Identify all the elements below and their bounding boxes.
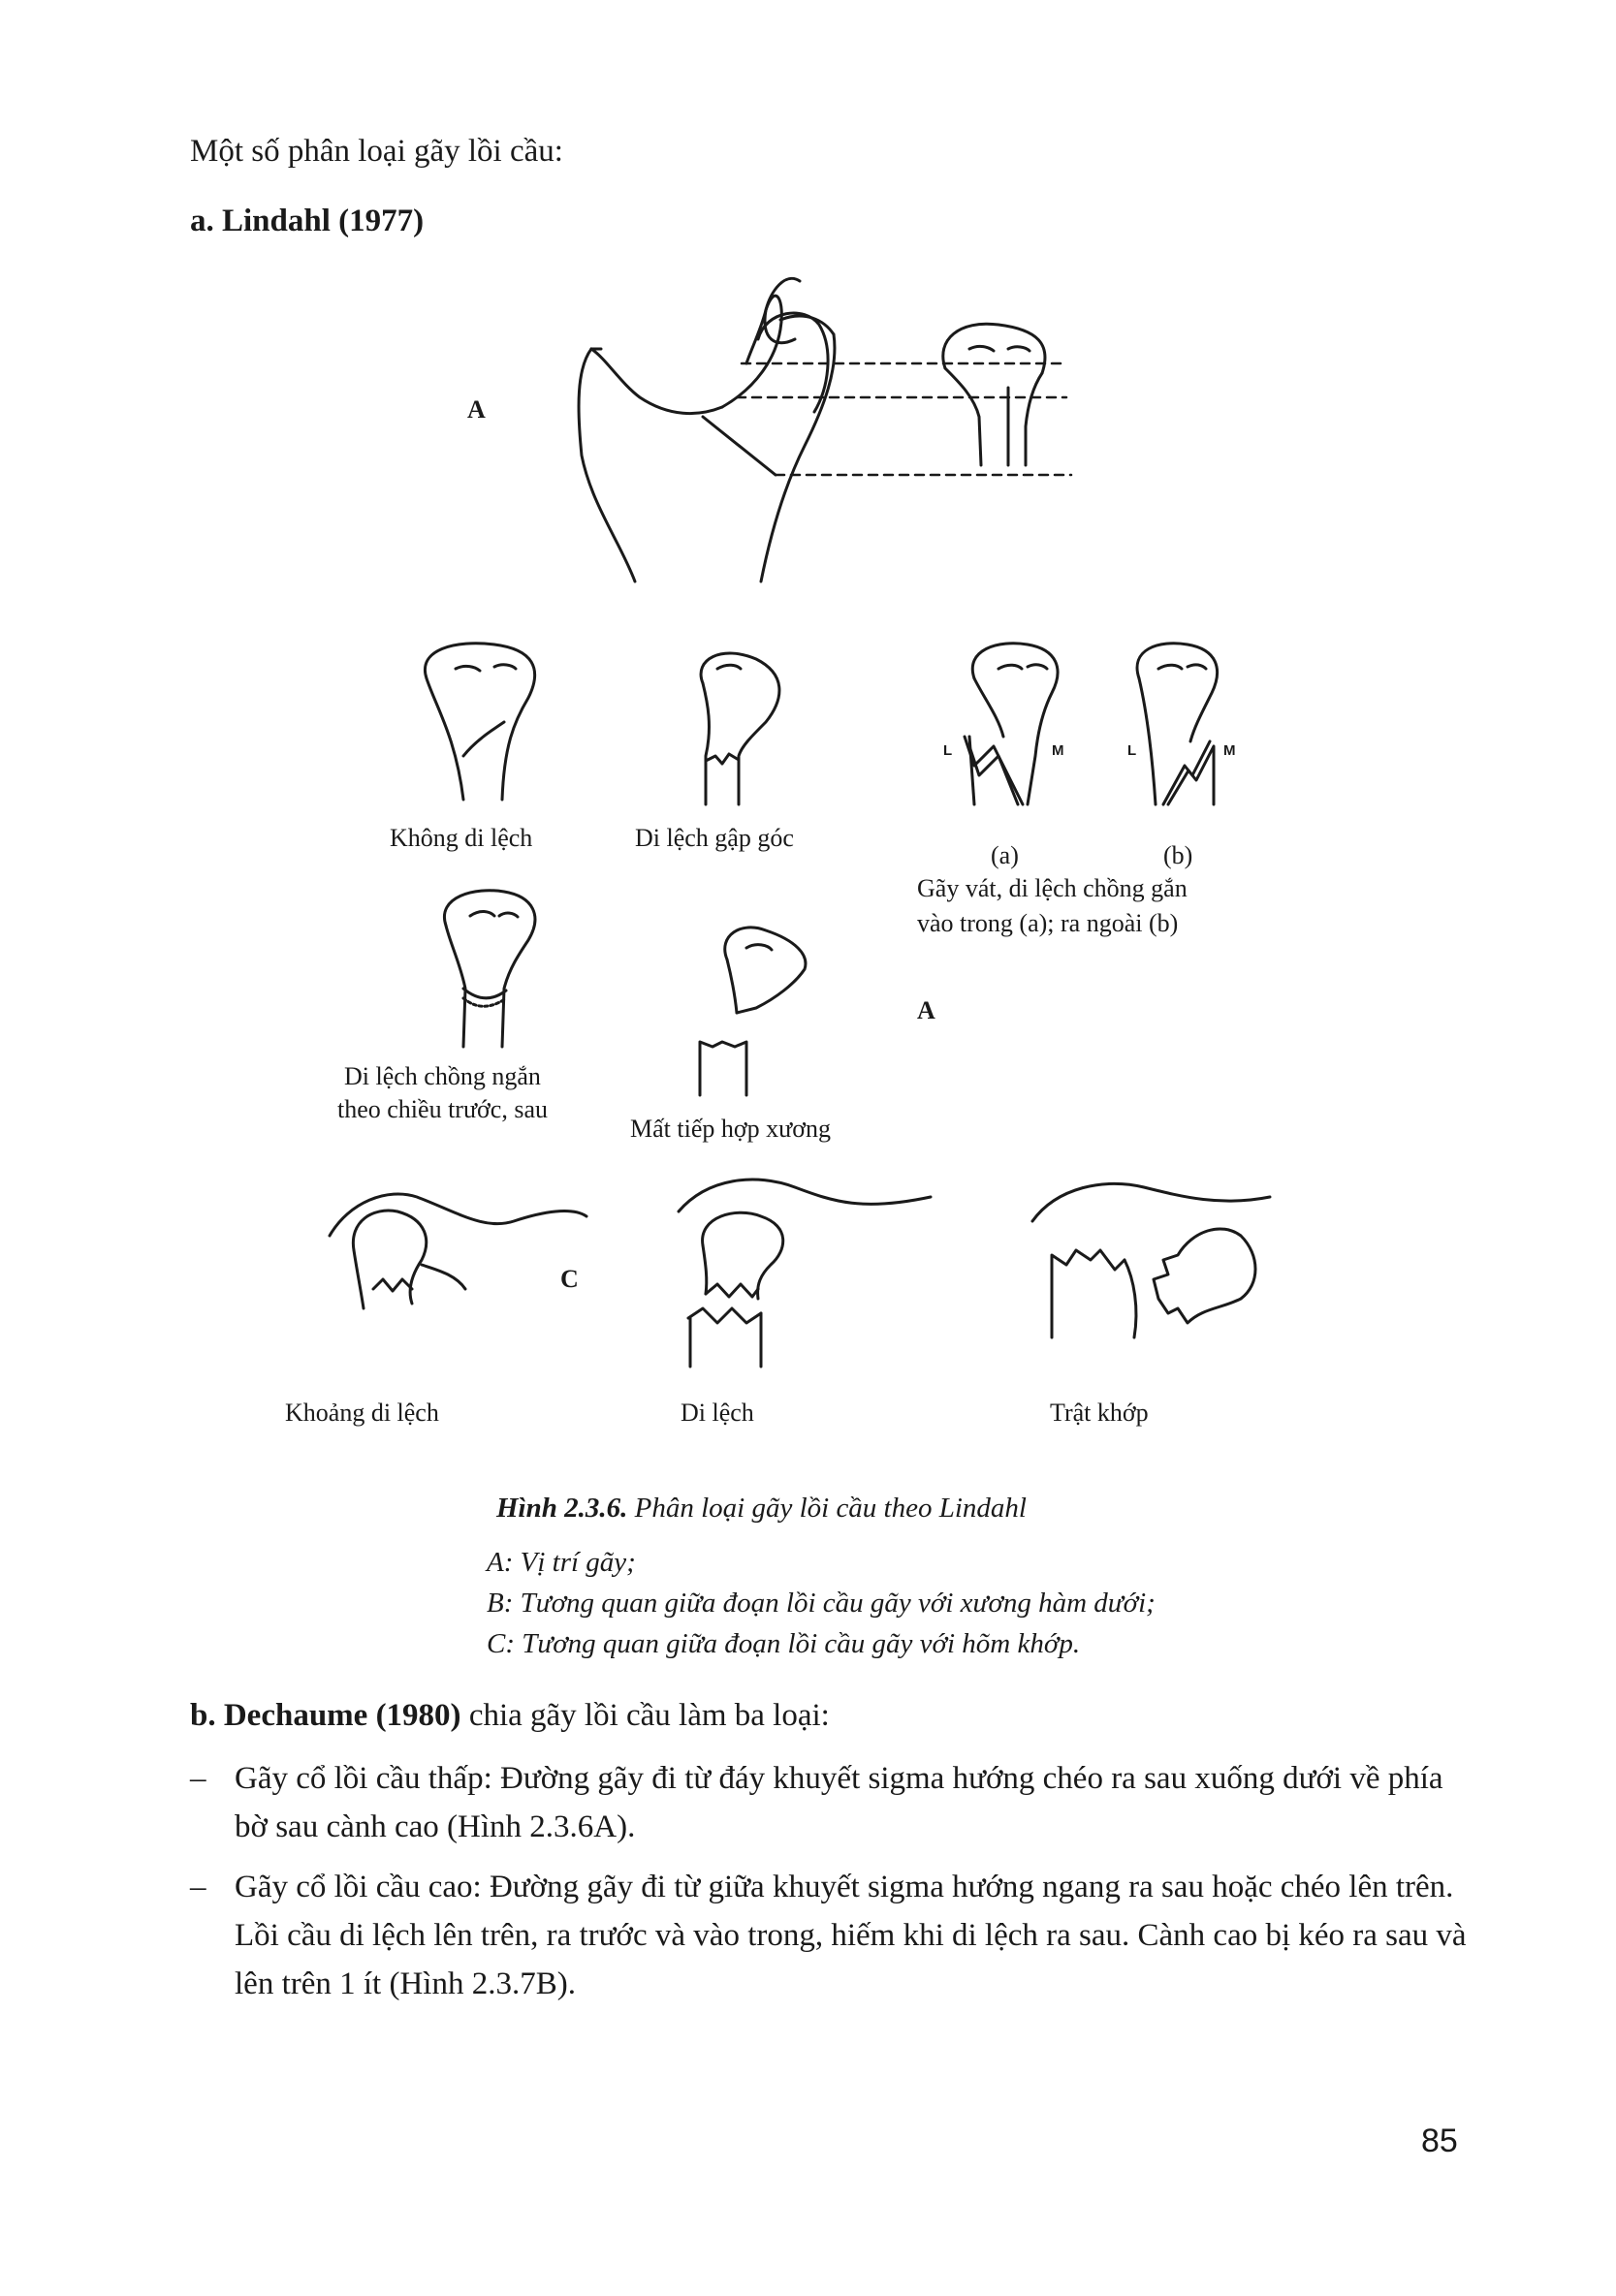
caption-number: Hình 2.3.6.	[496, 1493, 628, 1524]
ramus-side-drawing	[579, 278, 835, 582]
panel-letter-a-top: A	[467, 395, 486, 424]
section-b-rest: chia gãy lồi cầu làm ba loại:	[460, 1698, 830, 1733]
oblique-b-drawing	[1137, 644, 1218, 804]
angulated-drawing	[701, 653, 779, 804]
label-angulated: Di lệch gập góc	[635, 824, 794, 852]
gap-drawing	[330, 1194, 586, 1308]
bullet-text: Gãy cổ lồi cầu thấp: Đường gãy đi từ đáy khuyết sigma hướng chéo ra sau xuống dưới về phía bờ sau cành cao (Hình 2.3.6A).	[235, 1761, 1443, 1844]
caption-title: Phân loại gãy lồi cầu theo Lindahl	[627, 1493, 1027, 1524]
intro-text: Một số phân loại gãy lồi cầu:	[190, 134, 563, 169]
label-sub-b: (b)	[1163, 841, 1193, 869]
no-displacement-drawing	[425, 644, 534, 800]
label-L-b: L	[1127, 742, 1137, 759]
dislocation-drawing	[1032, 1183, 1270, 1337]
overlap-drawing	[444, 891, 534, 1047]
bullet-item	[190, 1754, 1470, 1851]
section-b-heading	[190, 1698, 830, 1734]
label-overlap-line1: Di lệch chồng ngắn	[344, 1062, 541, 1090]
condyle-front-drawing	[943, 324, 1045, 465]
fracture-level-lines	[737, 363, 1071, 475]
legend-c: C: Tương quan giữa đoạn lồi cầu gãy với hõm khớp.	[487, 1628, 1081, 1659]
label-M-a: M	[1052, 742, 1064, 759]
label-M-b: M	[1223, 742, 1236, 759]
section-b-title: b. Dechaume (1980)	[190, 1698, 461, 1733]
oblique-a-drawing	[965, 644, 1058, 804]
legend-a: A: Vị trí gãy;	[487, 1547, 636, 1578]
label-dislocation: Trật khớp	[1050, 1399, 1149, 1427]
label-displaced: Di lệch	[681, 1399, 754, 1427]
bullet-dash: –	[190, 1870, 206, 1904]
label-L-a: L	[943, 742, 953, 759]
bullet-text: Gãy cổ lồi cầu cao: Đường gãy đi từ giữa khuyết sigma hướng ngang ra sau hoặc chéo lên trên. Lồi cầu di lệch lên trên, ra trước và vào trong, hiếm khi di lệch ra sau. Cành cao bị kéo ra sau và lên trên 1 ít (Hình 2.3.7B).	[235, 1870, 1467, 2001]
label-oblique-line2: vào trong (a); ra ngoài (b)	[917, 909, 1179, 937]
legend-b: B: Tương quan giữa đoạn lồi cầu gãy với xương hàm dưới;	[487, 1588, 1156, 1619]
section-a-heading: a. Lindahl (1977)	[190, 204, 425, 238]
figure-caption	[496, 1493, 1027, 1525]
label-sub-a: (a)	[991, 841, 1019, 869]
label-loss-contact: Mất tiếp hợp xương	[630, 1115, 831, 1143]
label-overlap-line2: theo chiều trước, sau	[337, 1095, 548, 1123]
displaced-drawing	[679, 1179, 931, 1367]
label-gap: Khoảng di lệch	[285, 1399, 439, 1427]
panel-letter-a-mid: A	[917, 996, 935, 1024]
panel-letter-c: C	[560, 1265, 579, 1293]
loss-contact-drawing	[700, 928, 806, 1095]
bullet-item	[190, 1863, 1470, 2008]
label-oblique-line1: Gãy vát, di lệch chồng gắn	[917, 874, 1188, 902]
bullet-dash: –	[190, 1761, 206, 1796]
label-no-displacement: Không di lệch	[390, 824, 533, 852]
page-number: 85	[1421, 2123, 1458, 2159]
